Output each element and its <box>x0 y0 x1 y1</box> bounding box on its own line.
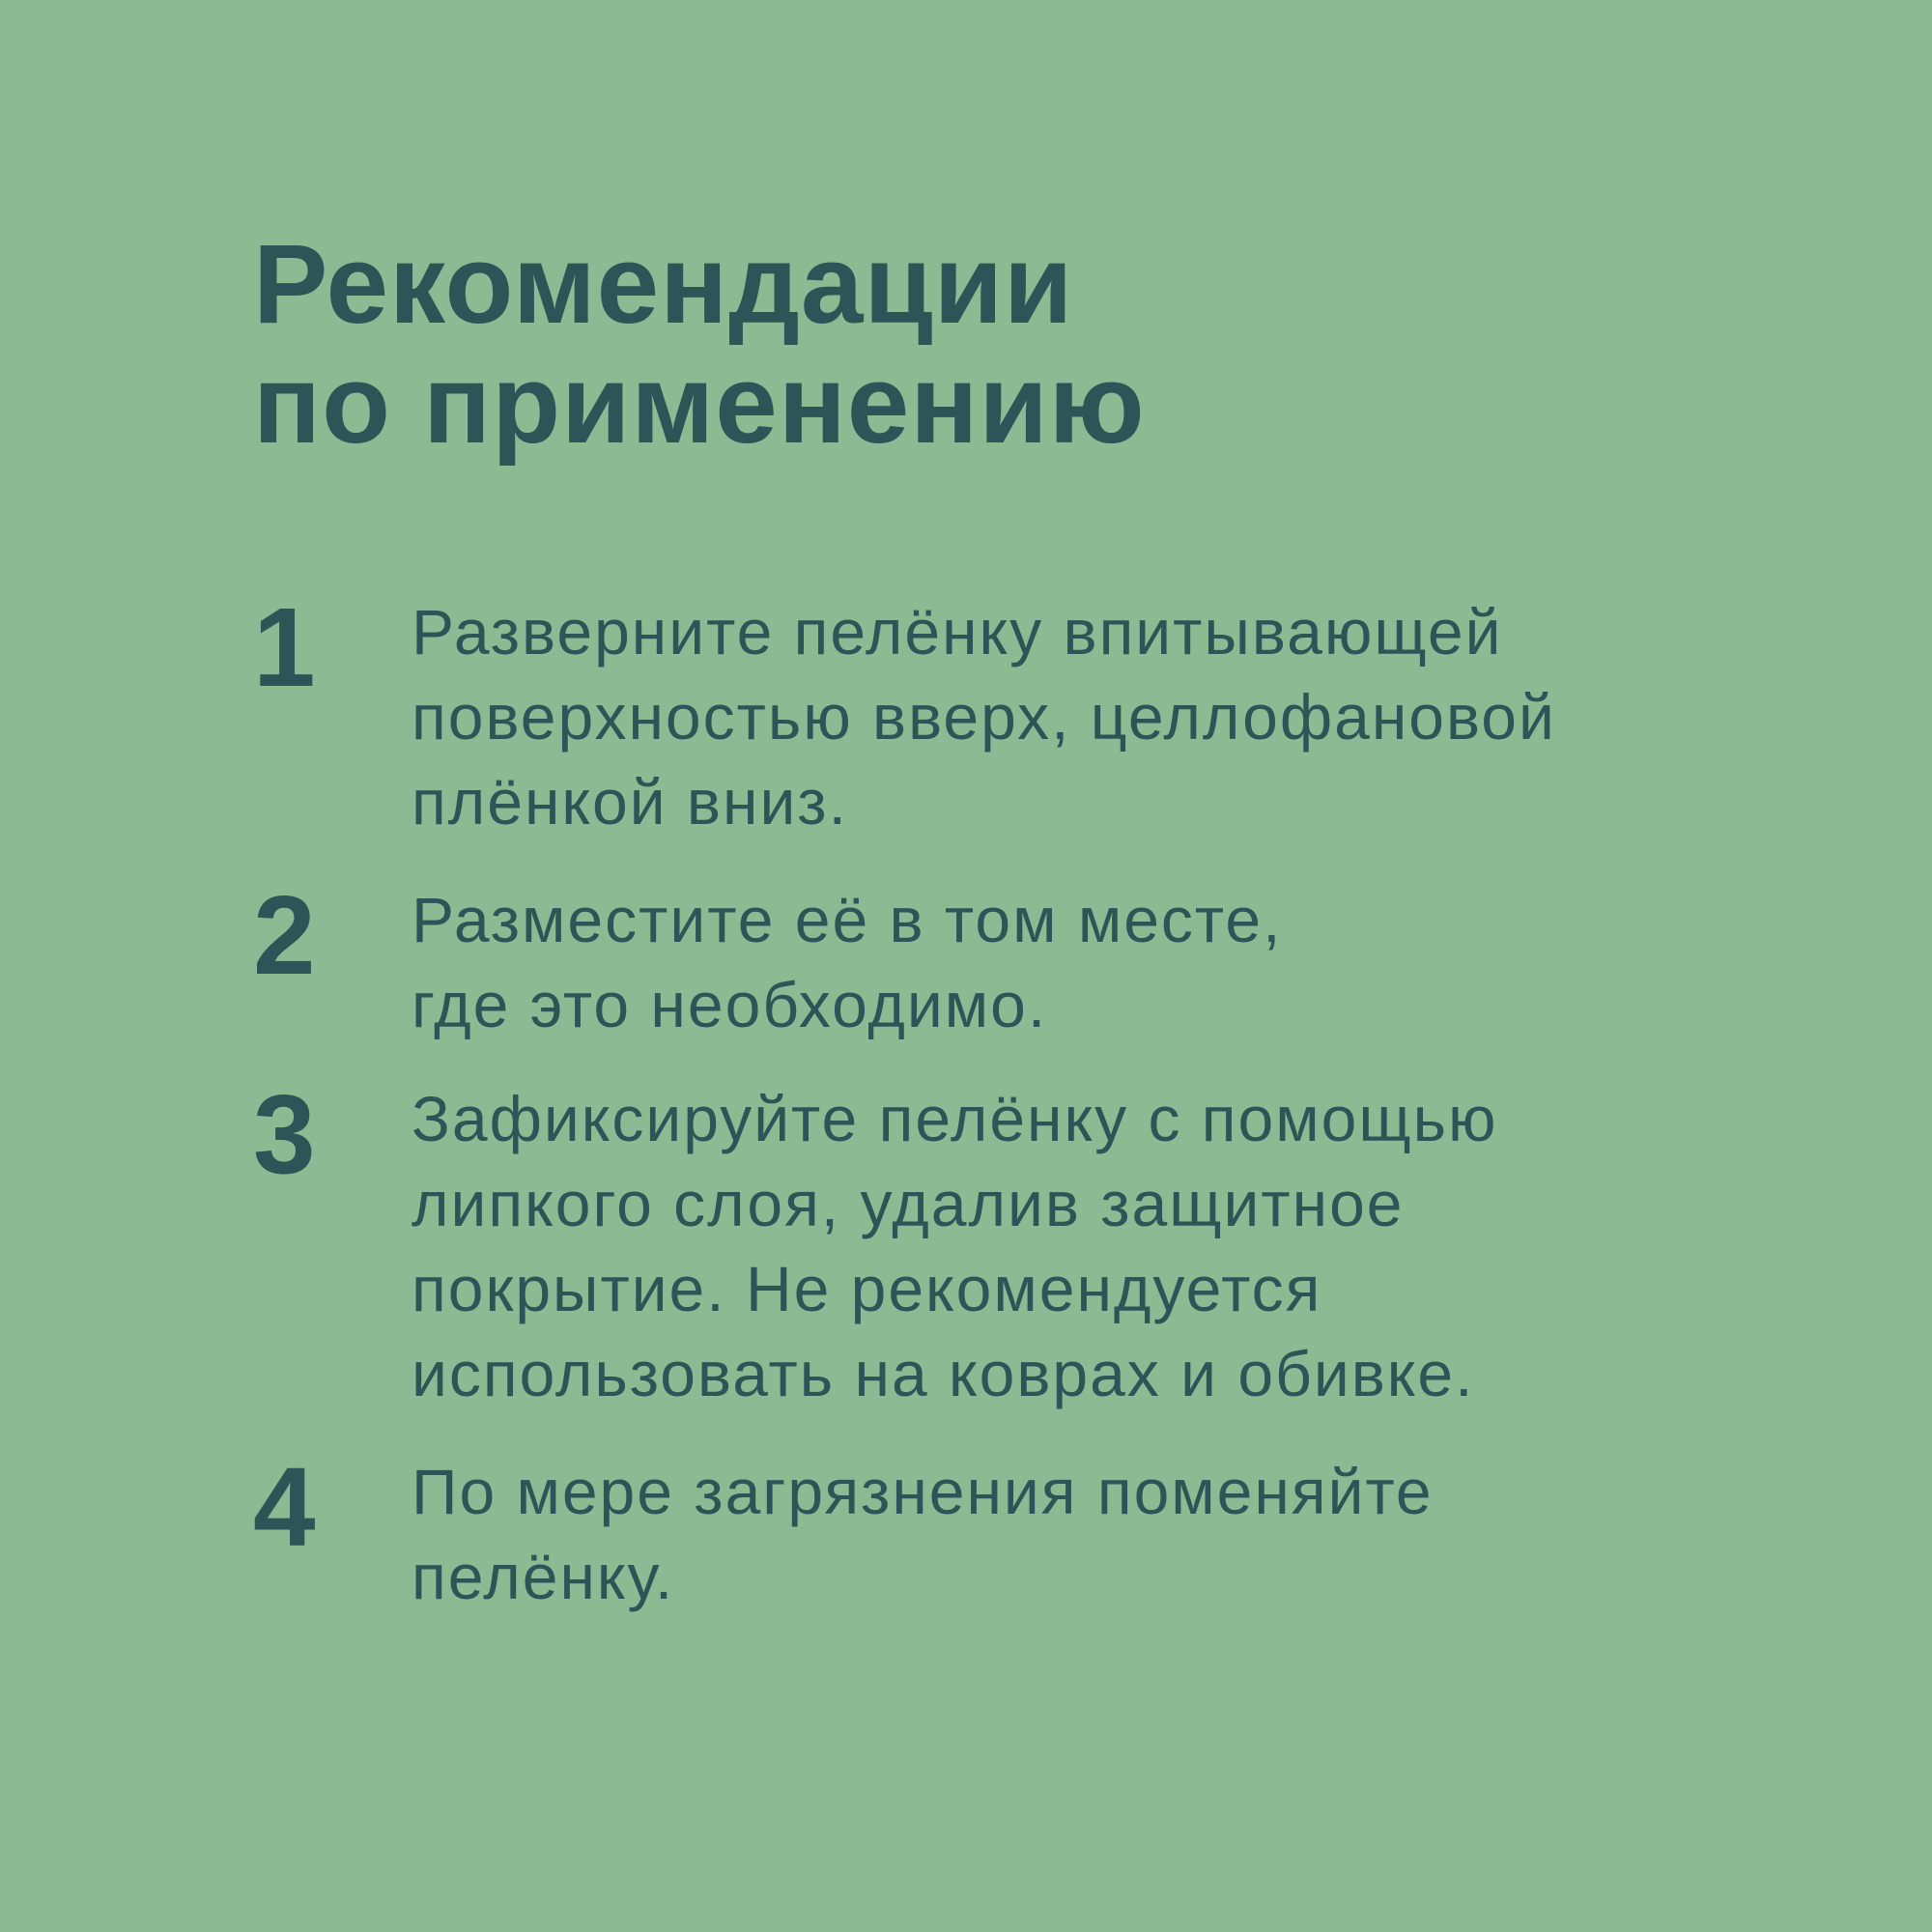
page-title <box>253 221 1146 467</box>
step-number-4: 4 <box>253 1444 316 1570</box>
step-text-2 <box>412 877 1889 1047</box>
step-text-3 <box>412 1076 1889 1416</box>
step-4-line-2: пелёнку. <box>412 1541 675 1612</box>
title-line-1: Рекомендации <box>253 221 1074 347</box>
step-2-line-2: где это необходимо. <box>412 969 1048 1040</box>
title-line-2: по применению <box>253 341 1146 467</box>
step-number-1: 1 <box>253 584 316 710</box>
step-2-line-1: Разместите её в том месте, <box>412 884 1283 955</box>
step-3-line-4: использовать на коврах и обивке. <box>412 1338 1475 1409</box>
step-1-line-1: Разверните пелёнку впитывающей <box>412 596 1503 668</box>
step-3-line-3: покрытие. Не рекомендуется <box>412 1253 1322 1324</box>
step-3-line-1: Зафиксируйте пелёнку с помощью <box>412 1083 1498 1154</box>
step-1-line-3: плёнкой вниз. <box>412 766 848 838</box>
step-text-1 <box>412 589 1889 844</box>
step-number-2: 2 <box>253 872 316 998</box>
step-4-line-1: По мере загрязнения поменяйте <box>412 1456 1434 1527</box>
step-text-4 <box>412 1449 1889 1619</box>
step-3-line-2: липкого слоя, удалив защитное <box>412 1168 1405 1239</box>
step-1-line-2: поверхностью вверх, целлофановой <box>412 681 1556 753</box>
step-number-3: 3 <box>253 1071 316 1197</box>
